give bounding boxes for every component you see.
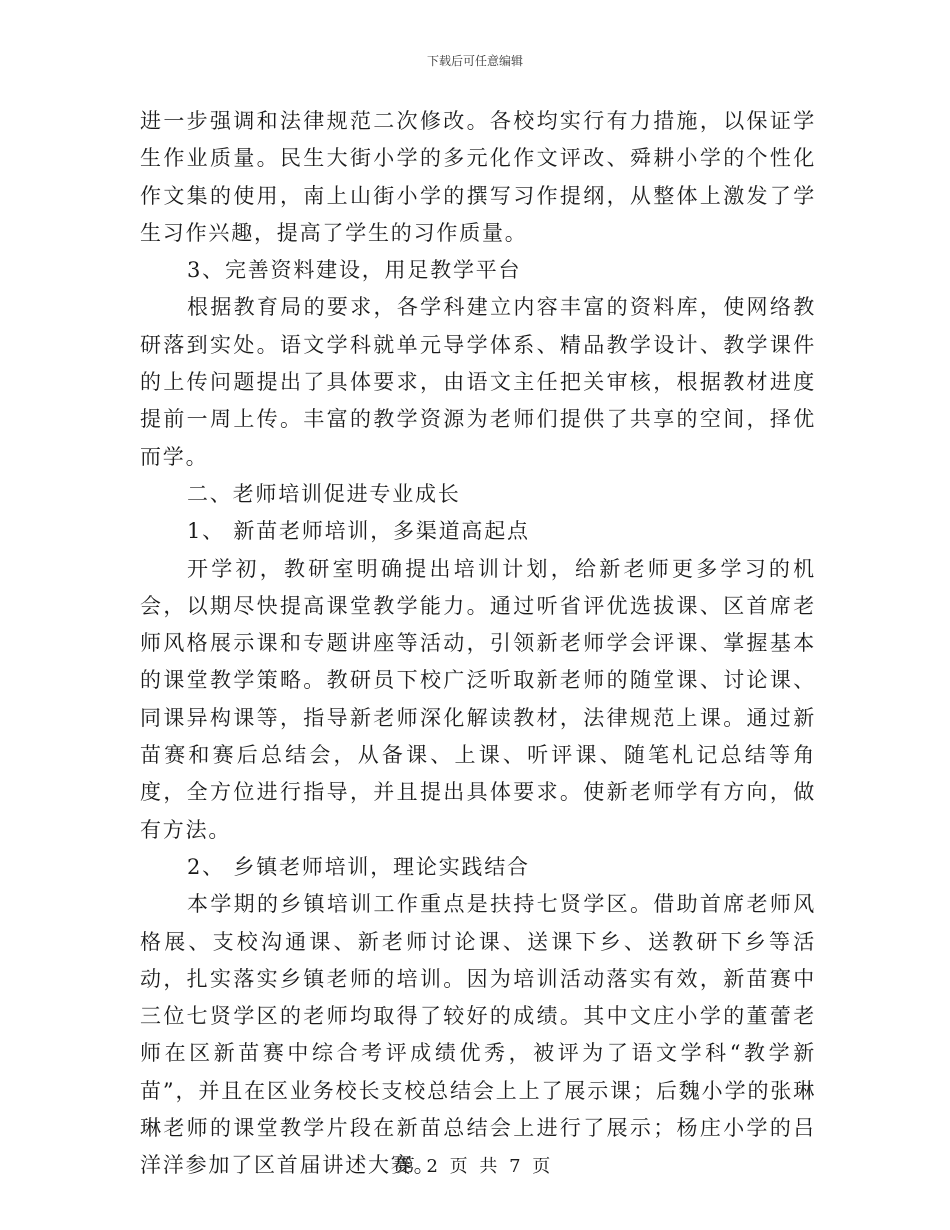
paragraph-township-training: 本学期的乡镇培训工作重点是扶持七贤学区。借助首席老师风格展、支校沟通课、新老师讨论课、送课下乡、送教研下乡等活动，扎实落实乡镇老师的培训。因为培训活动落实有效，新苗赛中三位七贤学区的老师均取得了较好的成绩。其中文庄小学的董蕾老师在区新苗赛中综合考评成绩优秀，被评为了语文学科“教学新苗”，并且在区业务校长支校总结会上上了展示课；后魏小学的张琳琳老师的课堂教学片段在新苗总结会上进行了展示；杨庄小学的吕洋洋参加了区首届讲述大赛。 bbox=[140, 892, 816, 1178]
section-heading-two: 二、老师培训促进专业成长 bbox=[187, 481, 461, 506]
section-heading-3: 3、完善资料建设，用足教学平台 bbox=[187, 258, 522, 283]
paragraph-new-teachers: 开学初，教研室明确提出培训计划，给新老师更多学习的机会，以期尽快提高课堂教学能力。通过听省评优选拔课、区首席老师风格展示课和专题讲座等活动，引领新老师学会评课、掌握基本的课堂教学策略。教研员下校广泛听取新老师的随堂课、讨论课、同课异构课等，指导新老师深化解读教材，法律规范上课。通过新苗赛和赛后总结会，从备课、上课、听评课、随笔札记总结等角度，全方位进行指导，并且提出具体要求。使新老师学有方向，做有方法。 bbox=[140, 556, 816, 842]
section-heading-2: 2、 乡镇老师培训，理论实践结合 bbox=[187, 854, 530, 879]
document-body bbox=[140, 103, 816, 1185]
section-heading-1: 1、 新苗老师培训，多渠道高起点 bbox=[187, 519, 530, 544]
page-number-footer: 第 2 页 共 7 页 bbox=[396, 1156, 554, 1177]
paragraph-continuation: 进一步强调和法律规范二次修改。各校均实行有力措施，以保证学生作业质量。民生大街小学的多元化作文评改、舜耕小学的个性化作文集的使用，南上山街小学的撰写习作提纲，从整体上激发了学生习作兴趣，提高了学生的习作质量。 bbox=[140, 109, 816, 245]
header-note: 下载后可任意编辑 bbox=[426, 54, 523, 68]
paragraph-resources: 根据教育局的要求，各学科建立内容丰富的资料库，使网络教研落到实处。语文学科就单元导学体系、精品教学设计、教学课件的上传问题提出了具体要求，由语文主任把关审核，根据教材进度提前一周上传。丰富的教学资源为老师们提供了共享的空间，择优而学。 bbox=[140, 295, 816, 469]
